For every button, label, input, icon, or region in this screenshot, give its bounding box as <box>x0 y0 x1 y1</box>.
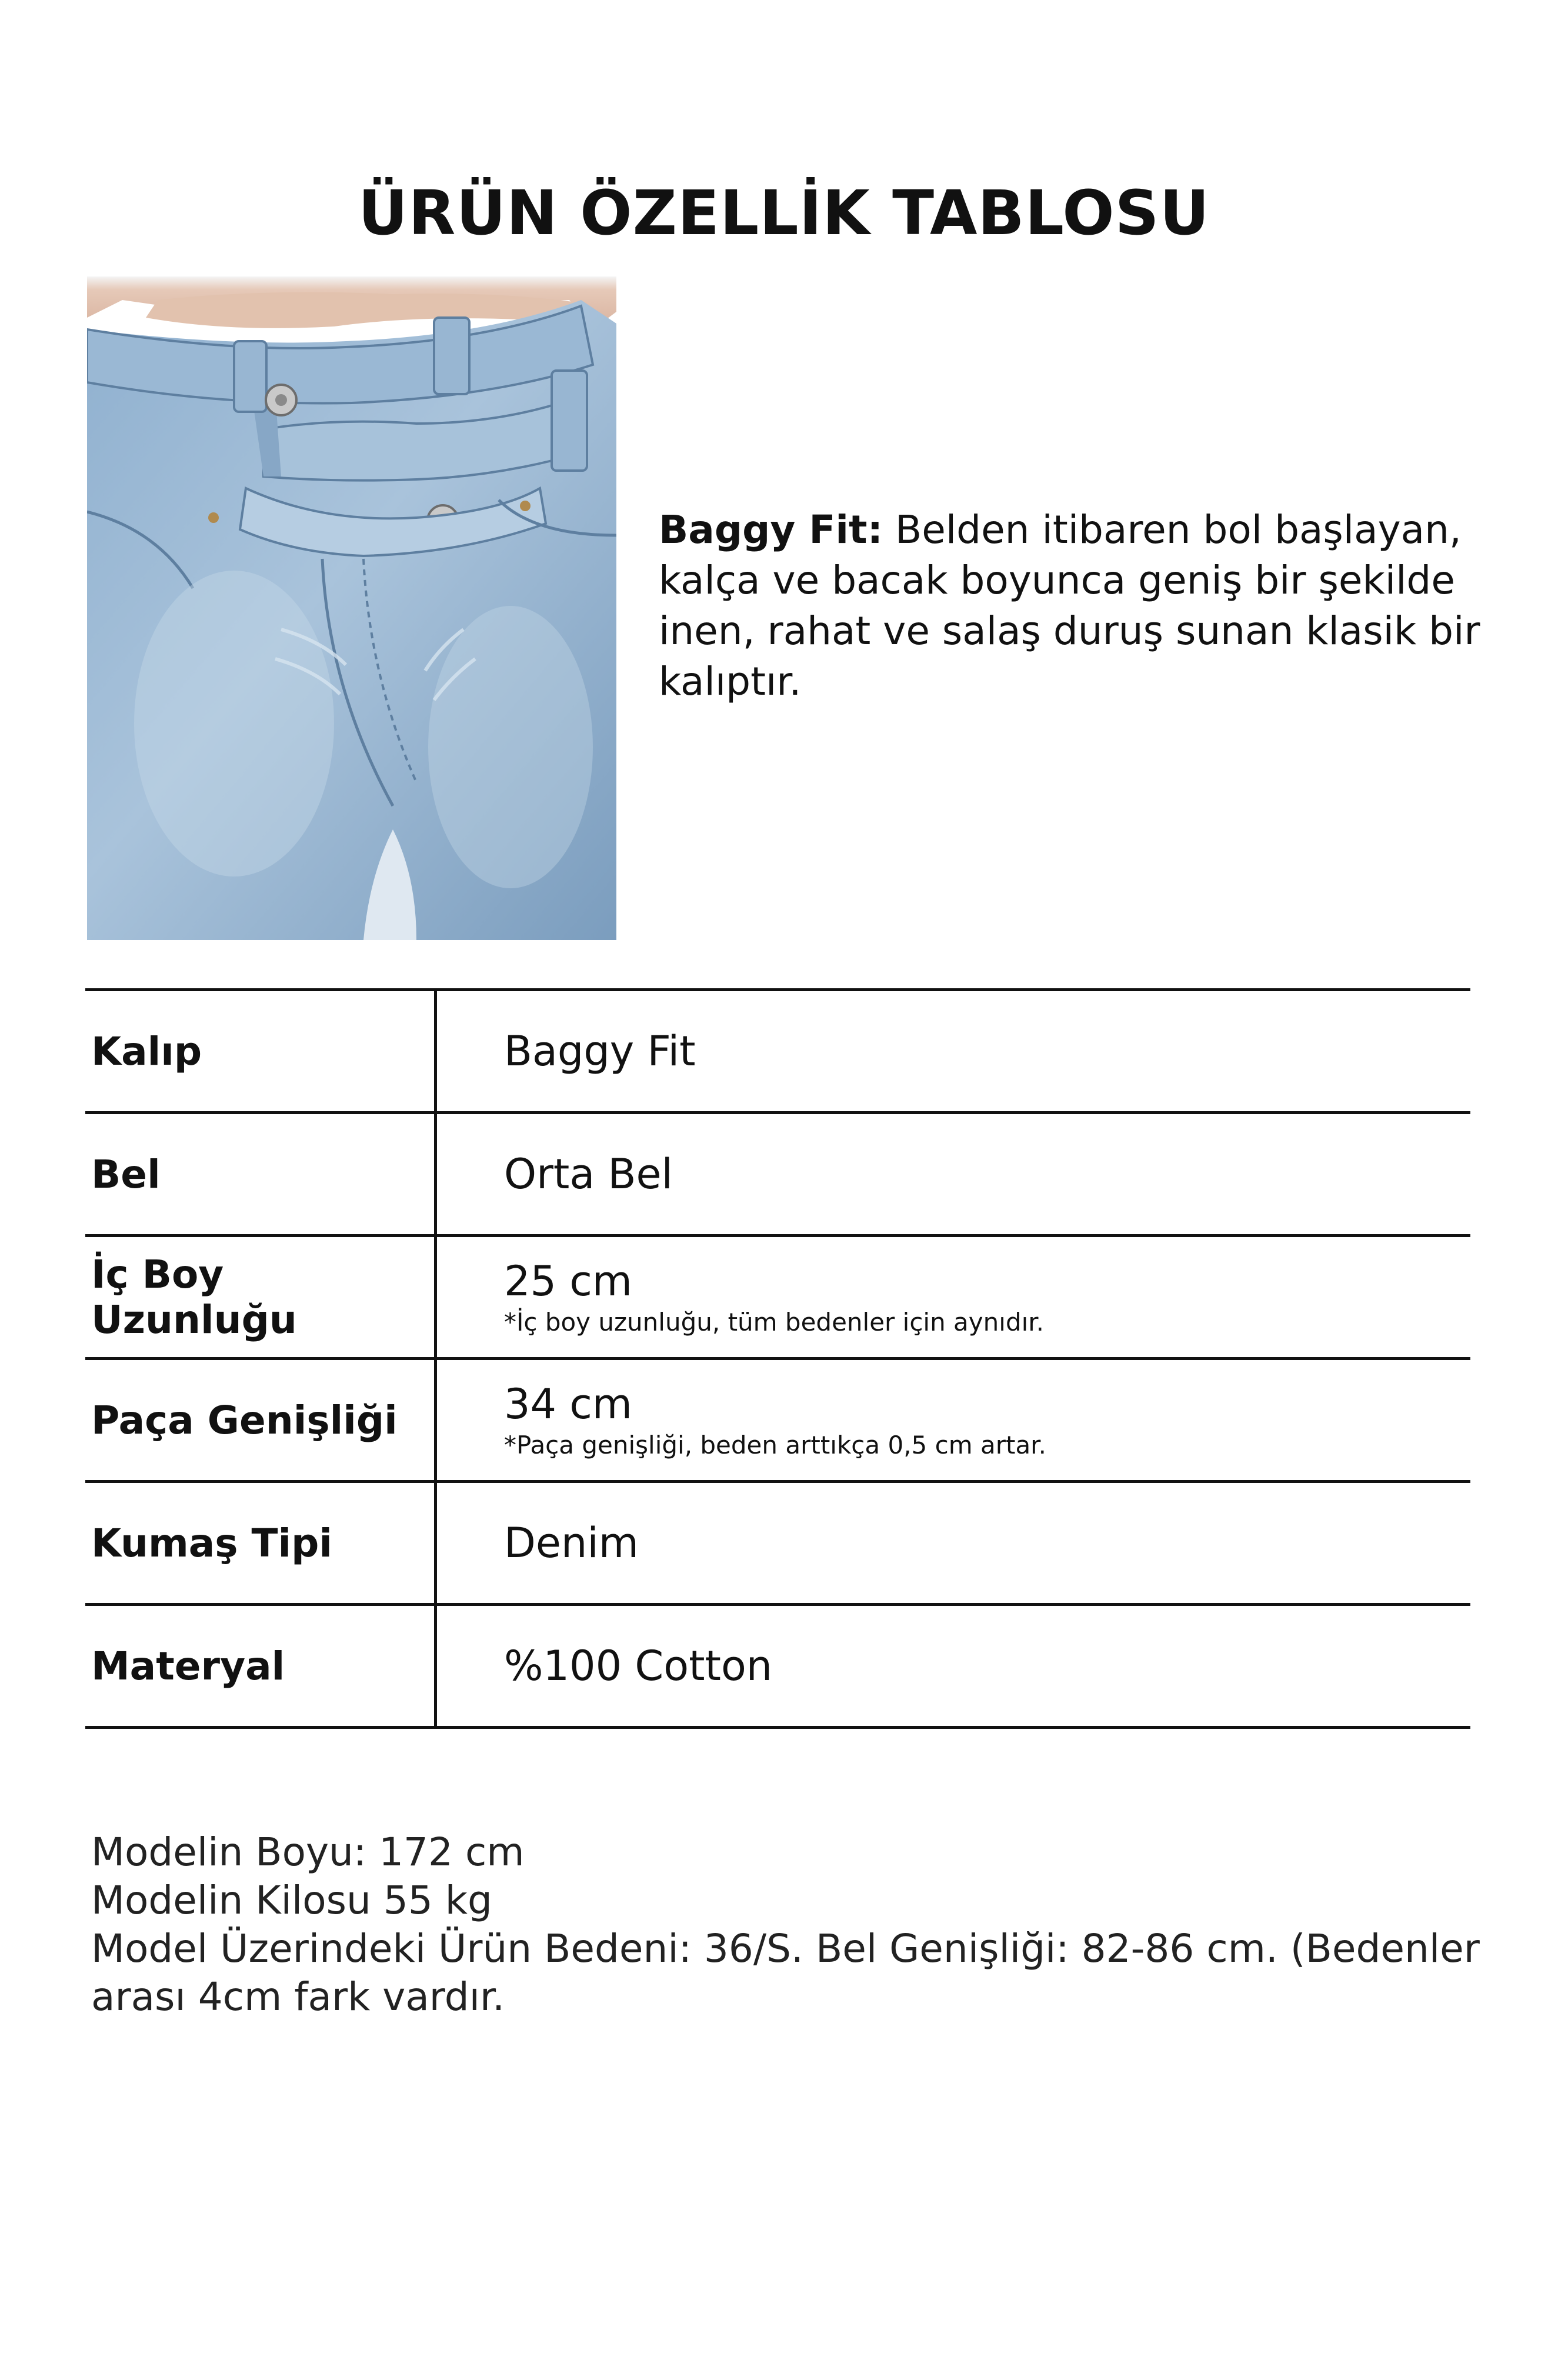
spec-value <box>504 1360 1046 1480</box>
spec-value-text: Denim <box>504 1519 639 1567</box>
spec-note: *İç boy uzunluğu, tüm bedenler için aynıdır. <box>504 1308 1045 1337</box>
spec-value <box>504 1237 1044 1357</box>
model-info <box>91 1828 1514 2021</box>
spec-value-text: Baggy Fit <box>504 1027 696 1075</box>
spec-value <box>504 1483 639 1603</box>
fit-description-text: Belden itibaren bol başlayan, kalça ve bacak boyunca geniş bir şekilde inen, rahat ve salaş duruş sunan klasik bir kalıptır. <box>659 507 1480 704</box>
spec-label: Kalıp <box>91 1028 202 1074</box>
spec-label: Kumaş Tipi <box>91 1520 333 1566</box>
spec-row <box>85 1234 1470 1357</box>
spec-table <box>85 988 1470 1729</box>
spec-note: *Paça genişliği, beden arttıkça 0,5 cm artar. <box>504 1431 1046 1459</box>
column-divider <box>434 1114 437 1235</box>
spec-value-text: 34 cm <box>504 1380 632 1428</box>
model-height: Modelin Boyu: 172 cm <box>91 1829 525 1875</box>
spec-value <box>504 1606 772 1726</box>
spec-label: Materyal <box>91 1643 285 1689</box>
model-size: Model Üzerindeki Ürün Bedeni: 36/S. Bel Genişliği: 82-86 cm. (Bedenler arası 4cm fark vardır. <box>91 1926 1480 2019</box>
spec-value <box>504 1114 673 1234</box>
spec-value-text: %100 Cotton <box>504 1642 773 1690</box>
spec-row <box>85 1357 1470 1480</box>
model-weight: Modelin Kilosu 55 kg <box>91 1878 492 1923</box>
column-divider <box>434 1360 437 1481</box>
spec-row <box>85 1111 1470 1234</box>
spec-label: Paça Genişliği <box>91 1397 398 1443</box>
spec-row <box>85 1480 1470 1603</box>
column-divider <box>434 991 437 1112</box>
fit-term: Baggy Fit: <box>659 507 883 552</box>
page-title: ÜRÜN ÖZELLİK TABLOSU <box>358 177 1210 249</box>
spec-label: İç Boy Uzunluğu <box>91 1252 297 1342</box>
spec-row <box>85 988 1470 1111</box>
spec-value <box>504 991 696 1111</box>
fit-description <box>659 505 1494 707</box>
product-image <box>87 276 616 940</box>
spec-value-text: 25 cm <box>504 1257 632 1305</box>
spec-value-text: Orta Bel <box>504 1150 673 1198</box>
column-divider <box>434 1606 437 1727</box>
spec-row <box>85 1603 1470 1729</box>
jeans-illustration <box>87 276 616 940</box>
column-divider <box>434 1237 437 1358</box>
spec-label: Bel <box>91 1151 161 1197</box>
column-divider <box>434 1483 437 1604</box>
